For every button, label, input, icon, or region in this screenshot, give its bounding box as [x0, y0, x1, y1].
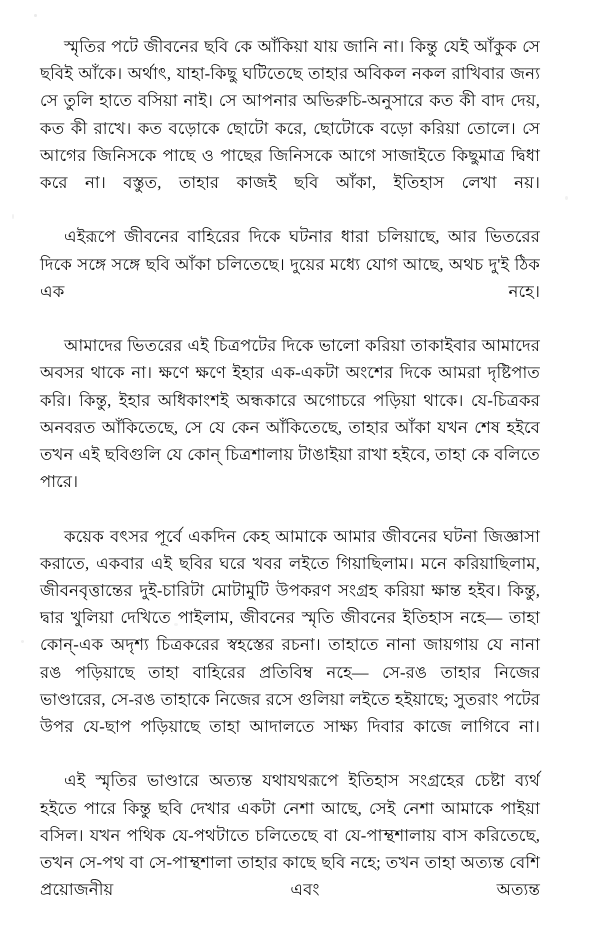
scan-speck — [565, 196, 568, 200]
document-text-body — [40, 33, 540, 931]
paragraph-1: স্মৃতির পটে জীবনের ছবি কে আঁকিয়া যায় জানি না। কিন্তু যেই আঁকুক সে ছবিই আঁকে। অর্থাৎ, যাহা-কিছু ঘটিতেছে তাহার অবিকল নকল রাখিবার জন্য সে তুলি হাতে বসিয়া নাই। সে আপনার অভিরুচি-অনুসারে কত কী বাদ দেয়, কত কী রাখে। কত বড়োকে ছোটো করে, ছোটোকে বড়ো করিয়া তোলে। সে আগের জিনিসকে পাছে ও পাছের জিনিসকে আগে সাজাইতে কিছুমাত্র দ্বিধা করে না। বস্তুত, তাহার কাজই ছবি আঁকা, ইতিহাস লেখা নয়। — [40, 37, 540, 193]
paragraph-4: কয়েক বৎসর পূর্বে একদিন কেহ আমাকে আমার জীবনের ঘটনা জিজ্ঞাসা করাতে, একবার এই ছবির ঘরে খবর লইতে গিয়াছিলাম। মনে করিয়াছিলাম, জীবনবৃত্তান্তের দুই-চারিটা মোটামুটি উপকরণ সংগ্রহ করিয়া ক্ষান্ত হইব। কিন্তু, দ্বার খুলিয়া দেখিতে পাইলাম, জীবনের স্মৃতি জীবনের ইতিহাস নহে— তাহা কোন্-এক অদৃশ্য চিত্রকরের স্বহস্তের রচনা। তাহাতে নানা জায়গায় যে নানা রঙ পড়িয়াছে তাহা বাহিরের প্রতিবিম্ব নহে— সে-রঙ তাহার নিজের ভাণ্ডারের, সে-রঙ তাহাকে নিজের রসে গুলিয়া লইতে হইয়াছে; সুতরাং পটের উপর যে-ছাপ পড়িয়াছে তাহা আদালতে সাক্ষ্য দিবার কাজে লাগিবে না। — [40, 526, 540, 737]
scan-speck — [34, 14, 37, 17]
scan-speck — [21, 640, 24, 643]
paragraph-2: এইরূপে জীবনের বাহিরের দিকে ঘটনার ধারা চলিয়াছে, আর ভিতরের দিকে সঙ্গে সঙ্গে ছবি আঁকা চলিতেছে। দুয়ের মধ্যে যোগ আছে, অথচ দু'ই ঠিক এক নহে। — [40, 227, 540, 301]
paragraph-3: আমাদের ভিতরের এই চিত্রপটের দিকে ভালো করিয়া তাকাইবার আমাদের অবসর থাকে না। ক্ষণে ক্ষণে ইহার এক-একটা অংশের দিকে আমরা দৃষ্টিপাত করি। কিন্তু, ইহার অধিকাংশই অন্ধকারে অগোচরে পড়িয়া থাকে। যে-চিত্রকর অনবরত আঁকিতেছে, সে যে কেন আঁকিতেছে, তাহার আঁকা যখন শেষ হইবে তখন এই ছবিগুলি যে কোন্ চিত্রশালায় টাঙাইয়া রাখা হইবে, তাহা কে বলিতে পারে। — [40, 336, 540, 492]
paragraph-5: এই স্মৃতির ভাণ্ডারে অত্যন্ত যথাযথরূপে ইতিহাস সংগ্রহের চেষ্টা ব্যর্থ হইতে পারে কিন্তু ছবি দেখার একটা নেশা আছে, সেই নেশা আমাকে পাইয়া বসিল। যখন পথিক যে-পথটাতে চলিতেছে বা যে-পাম্থশালায় বাস করিতেছে, তখন সে-পথ বা সে-পাম্থশালা তাহার কাছে ছবি নহে; তখন তাহা অত্যন্ত বেশি প্রয়োজনীয় এবং অত্যন্ত — [40, 771, 540, 900]
scan-speck — [12, 214, 14, 219]
